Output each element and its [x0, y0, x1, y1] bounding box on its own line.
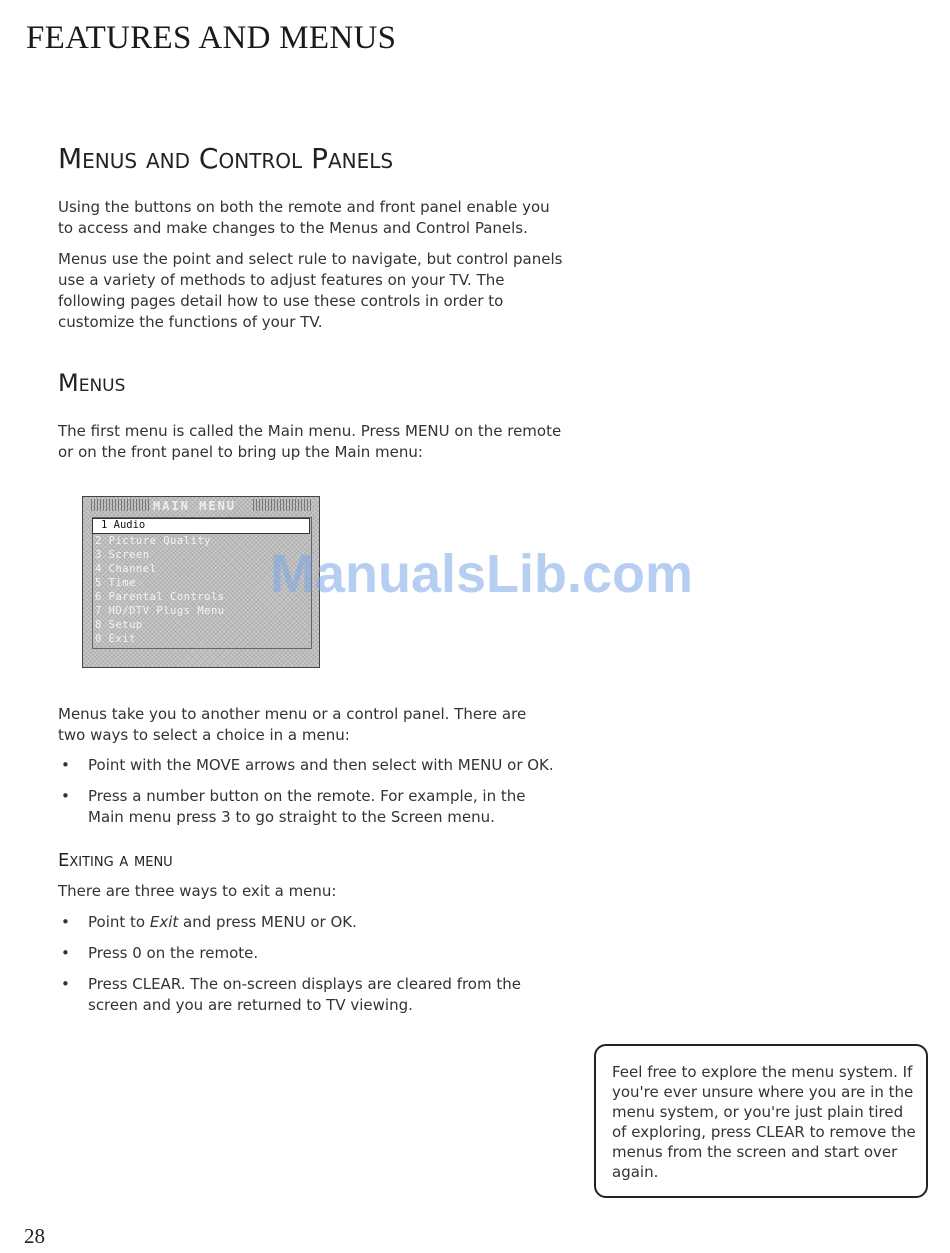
menu-item: 5 Time	[95, 577, 136, 589]
bullet-item	[61, 912, 558, 933]
bullet-icon: •	[61, 975, 70, 993]
menu-title-decoration	[253, 499, 313, 511]
exit-heading: Exiting a menu	[58, 850, 173, 871]
bullet-icon: •	[61, 756, 70, 774]
bullet-text: Press a number button on the remote. For example, in the Main menu press 3 to go straight to the Screen menu.	[88, 787, 526, 826]
bullet-text: Point with the MOVE arrows and then select with MENU or OK.	[88, 756, 554, 774]
intro-paragraph-1: Using the buttons on both the remote and front panel enable you to access and make changes to the Menus and Control Panels.	[58, 198, 550, 237]
bullet-item	[61, 755, 568, 776]
bullet-icon: •	[61, 913, 70, 931]
bullet-item	[61, 786, 558, 828]
bullet-item	[61, 943, 558, 964]
menu-item: 3 Screen	[95, 549, 150, 561]
bullet-emphasis: Exit	[149, 913, 179, 931]
menu-item: 2 Picture Quality	[95, 535, 211, 547]
menu-title-decoration	[91, 499, 149, 511]
menu-item: 8 Setup	[95, 619, 143, 631]
menu-item: 4 Channel	[95, 563, 157, 575]
exit-intro: There are three ways to exit a menu:	[58, 882, 337, 900]
menus-paragraph: The first menu is called the Main menu. Press MENU on the remote or on the front panel to bring up the Main menu:	[58, 422, 562, 461]
tip-box	[594, 1044, 928, 1198]
menus-heading: Menus	[58, 369, 126, 397]
intro-paragraph-2: Menus use the point and select rule to navigate, but control panels use a variety of methods to adjust features on your TV. The following pages detail how to use these controls in order to customize the functions of your TV.	[58, 250, 563, 331]
bullet-icon: •	[61, 787, 70, 805]
main-menu-title: MAIN MENU	[153, 499, 237, 513]
tip-text: Feel free to explore the menu system. If you're ever unsure where you are in the menu system, or you're just plain tired of exploring, press CLEAR to remove the menus from the screen and start over again.	[612, 1063, 916, 1181]
bullet-icon: •	[61, 944, 70, 962]
menu-item: 7 HD/DTV Plugs Menu	[95, 605, 225, 617]
chapter-title: FEATURES AND MENUS	[26, 20, 397, 56]
bullet-text: Press CLEAR. The on-screen displays are cleared from the screen and you are returned to TV viewing.	[88, 975, 521, 1014]
menu-item-selected	[92, 518, 310, 534]
select-paragraph: Menus take you to another menu or a control panel. There are two ways to select a choice in a menu:	[58, 705, 527, 744]
section-title: Menus and Control Panels	[58, 142, 394, 175]
bullet-text-suffix: and press MENU or OK.	[178, 913, 357, 931]
watermark: ManualsLib.com	[270, 544, 694, 604]
bullet-text: Press 0 on the remote.	[88, 944, 259, 962]
menu-item: 6 Parental Controls	[95, 591, 225, 603]
menu-item-label: 1 Audio	[101, 519, 146, 531]
bullet-item	[61, 974, 558, 1016]
menu-item: 0 Exit	[95, 633, 136, 645]
page-number: 28	[24, 1224, 45, 1248]
bullet-text-prefix: Point to	[88, 913, 150, 931]
